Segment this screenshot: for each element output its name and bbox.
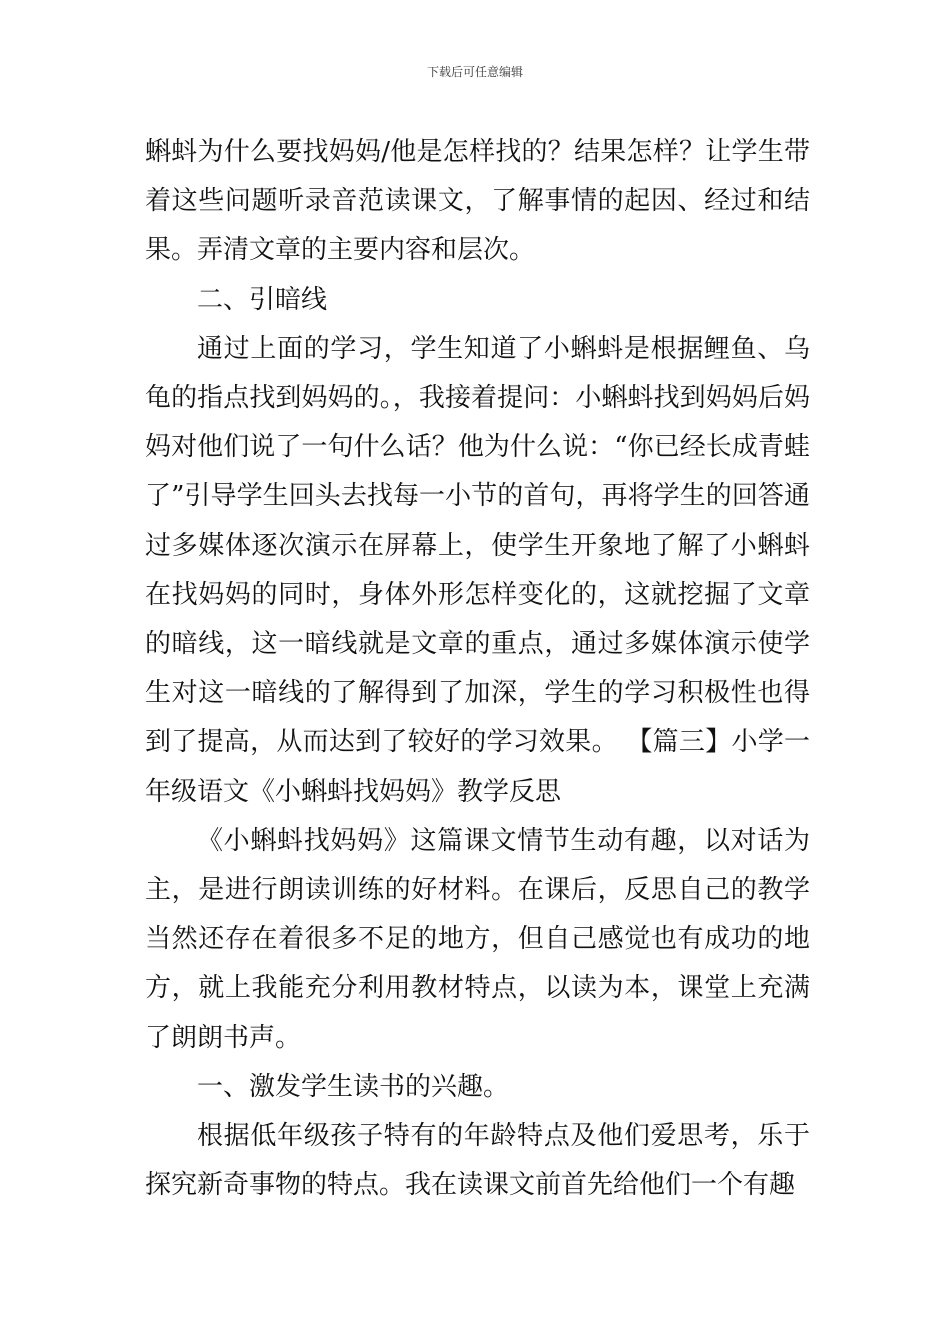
paragraph-reflection-intro: 《小蝌蚪找妈妈》这篇课文情节生动有趣，以对话为主，是进行朗读训练的好材料。在课后，反思自己的教学当然还存在着很多不足的地方，但自己感觉也有成功的地方，就上我能充分利用教材特点，以读为本，课堂上充满了朗朗书声。 — [145, 825, 810, 1053]
paragraph-hidden-line: 通过上面的学习，学生知道了小蝌蚪是根据鲤鱼、乌龟的指点找到妈妈的。，我接着提问：小蝌蚪找到妈妈后妈妈对他们说了一句什么话？他为什么说：“你已经长成青蛙了”引导学生回头去找每一小节的首句，再将学生的回答通过多媒体逐次演示在屏幕上，使学生开象地了解了小蝌蚪在找妈妈的同时，身体外形怎样变化的，这就挖掘了文章的暗线，这一暗线就是文章的重点，通过多媒体演示使学生对这一暗线的了解得到了加深，学生的学习积极性也得到了提高，从而达到了较好的学习效果。 【篇三】小学一年级语文《小蝌蚪找妈妈》教学反思 — [145, 333, 810, 807]
paragraph-intro-questions: 蝌蚪为什么要找妈妈/他是怎样找的？结果怎样？让学生带着这些问题听录音范读课文，了解事情的起因、经过和结果。弄清文章的主要内容和层次。 — [145, 137, 810, 266]
section-heading-reading-interest: 一、激发学生读书的兴趣。 — [197, 1071, 510, 1102]
paragraph-reading-interest: 根据低年级孩子特有的年龄特点及他们爱思考，乐于探究新奇事物的特点。我在读课文前首先给他们一个有趣 — [145, 1121, 810, 1201]
document-body — [145, 128, 810, 1210]
section-heading-hidden-line: 二、引暗线 — [197, 284, 328, 315]
page-header: 下载后可任意编辑 — [426, 65, 523, 79]
